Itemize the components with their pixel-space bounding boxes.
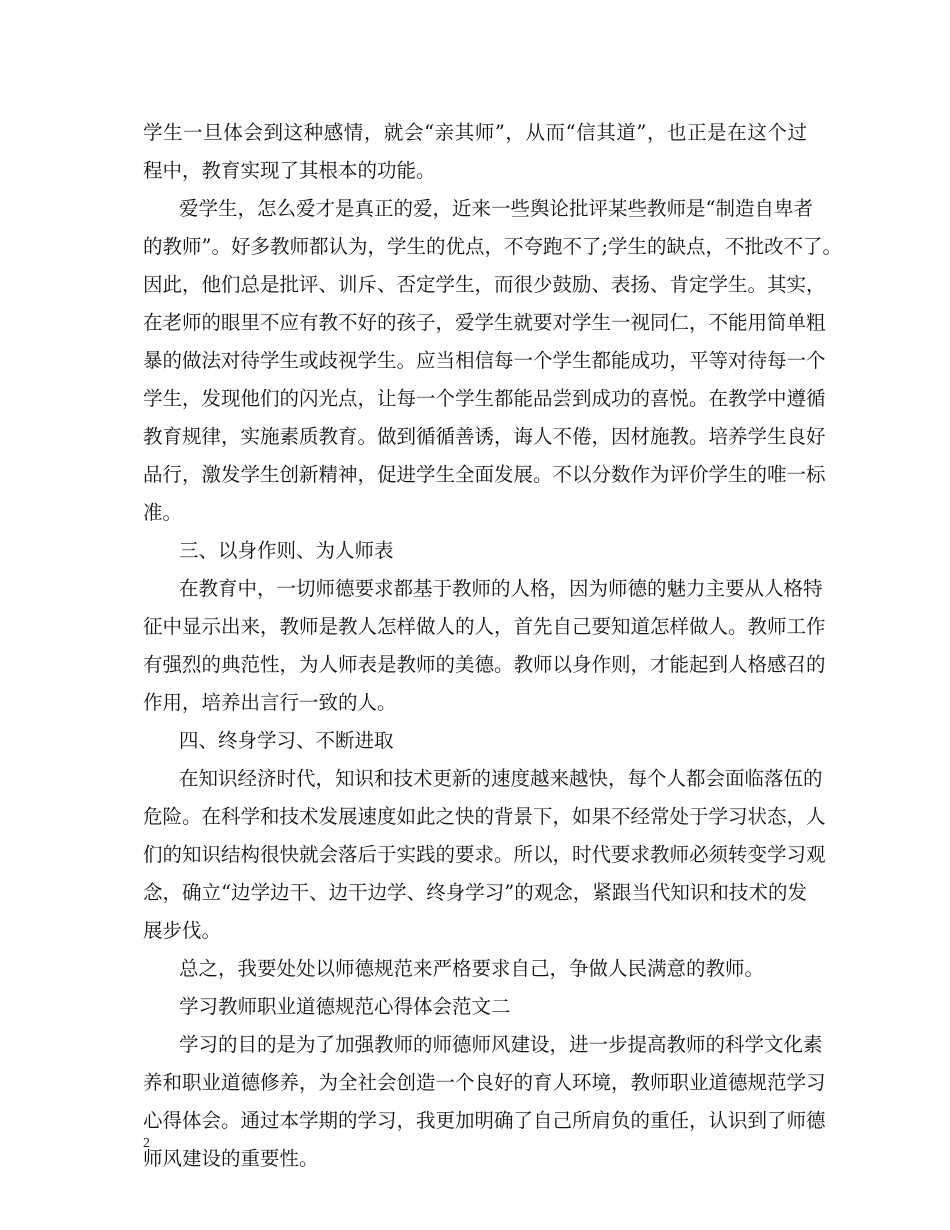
text-line: 爱学生，怎么爱才是真正的爱，近来一些舆论批评某些教师是“制造自卑者	[179, 197, 813, 220]
text-line: 学习教师职业道德规范心得体会范文二	[179, 995, 511, 1018]
text-line: 展步伐。	[143, 919, 222, 942]
text-line: 程中，教育实现了其根本的功能。	[143, 159, 436, 182]
text-line: 师风建设的重要性。	[143, 1147, 319, 1170]
text-line: 念，确立“边学边干、边干边学、终身学习”的观念，紧跟当代知识和技术的发	[143, 881, 807, 904]
text-line: 心得体会。通过本学期的学习，我更加明确了自己所肩负的重任，认识到了师德	[143, 1109, 826, 1132]
text-line: 三、以身作则、为人师表	[179, 539, 394, 562]
text-line: 教育规律，实施素质教育。做到循循善诱，诲人不倦，因材施教。培养学生良好	[143, 425, 826, 448]
text-line: 品行，激发学生创新精神，促进学生全面发展。不以分数作为评价学生的唯一标	[143, 463, 826, 486]
page-number: 2	[143, 1136, 150, 1151]
text-line: 准。	[143, 501, 183, 524]
text-line: 总之，我要处处以师德规范来严格要求自己，争做人民满意的教师。	[179, 957, 765, 980]
text-line: 作用，培养出言行一致的人。	[143, 691, 397, 714]
text-line: 养和职业道德修养，为全社会创造一个良好的育人环境，教师职业道德规范学习	[143, 1071, 826, 1094]
text-line: 四、终身学习、不断进取	[179, 729, 394, 752]
text-line: 学习的目的是为了加强教师的师德师风建设，进一步提高教师的科学文化素	[179, 1033, 823, 1056]
document-body	[143, 114, 843, 1178]
text-line: 们的知识结构很快就会落后于实践的要求。所以，时代要求教师必须转变学习观	[143, 843, 826, 866]
text-line: 学生一旦体会到这种感情，就会“亲其师”，从而“信其道”，也正是在这个过	[143, 121, 807, 144]
text-line: 因此，他们总是批评、训斥、否定学生，而很少鼓励、表扬、肯定学生。其实，	[143, 273, 826, 296]
text-line: 暴的做法对待学生或歧视学生。应当相信每一个学生都能成功，平等对待每一个	[143, 349, 826, 372]
text-line: 危险。在科学和技术发展速度如此之快的背景下，如果不经常处于学习状态，人	[143, 805, 826, 828]
text-line: 在知识经济时代，知识和技术更新的速度越来越快，每个人都会面临落伍的	[179, 767, 823, 790]
text-line: 学生，发现他们的闪光点，让每一个学生都能品尝到成功的喜悦。在教学中遵循	[143, 387, 826, 410]
text-line: 在老师的眼里不应有教不好的孩子，爱学生就要对学生一视同仁，不能用简单粗	[143, 311, 826, 334]
text-line: 在教育中，一切师德要求都基于教师的人格，因为师德的魅力主要从人格特	[179, 577, 823, 600]
text-line: 征中显示出来，教师是教人怎样做人的人，首先自己要知道怎样做人。教师工作	[143, 615, 826, 638]
text-line: 有强烈的典范性，为人师表是教师的美德。教师以身作则，才能起到人格感召的	[143, 653, 826, 676]
text-line: 的教师”。好多教师都认为，学生的优点，不夸跑不了;学生的缺点，不批改不了。	[143, 235, 843, 258]
